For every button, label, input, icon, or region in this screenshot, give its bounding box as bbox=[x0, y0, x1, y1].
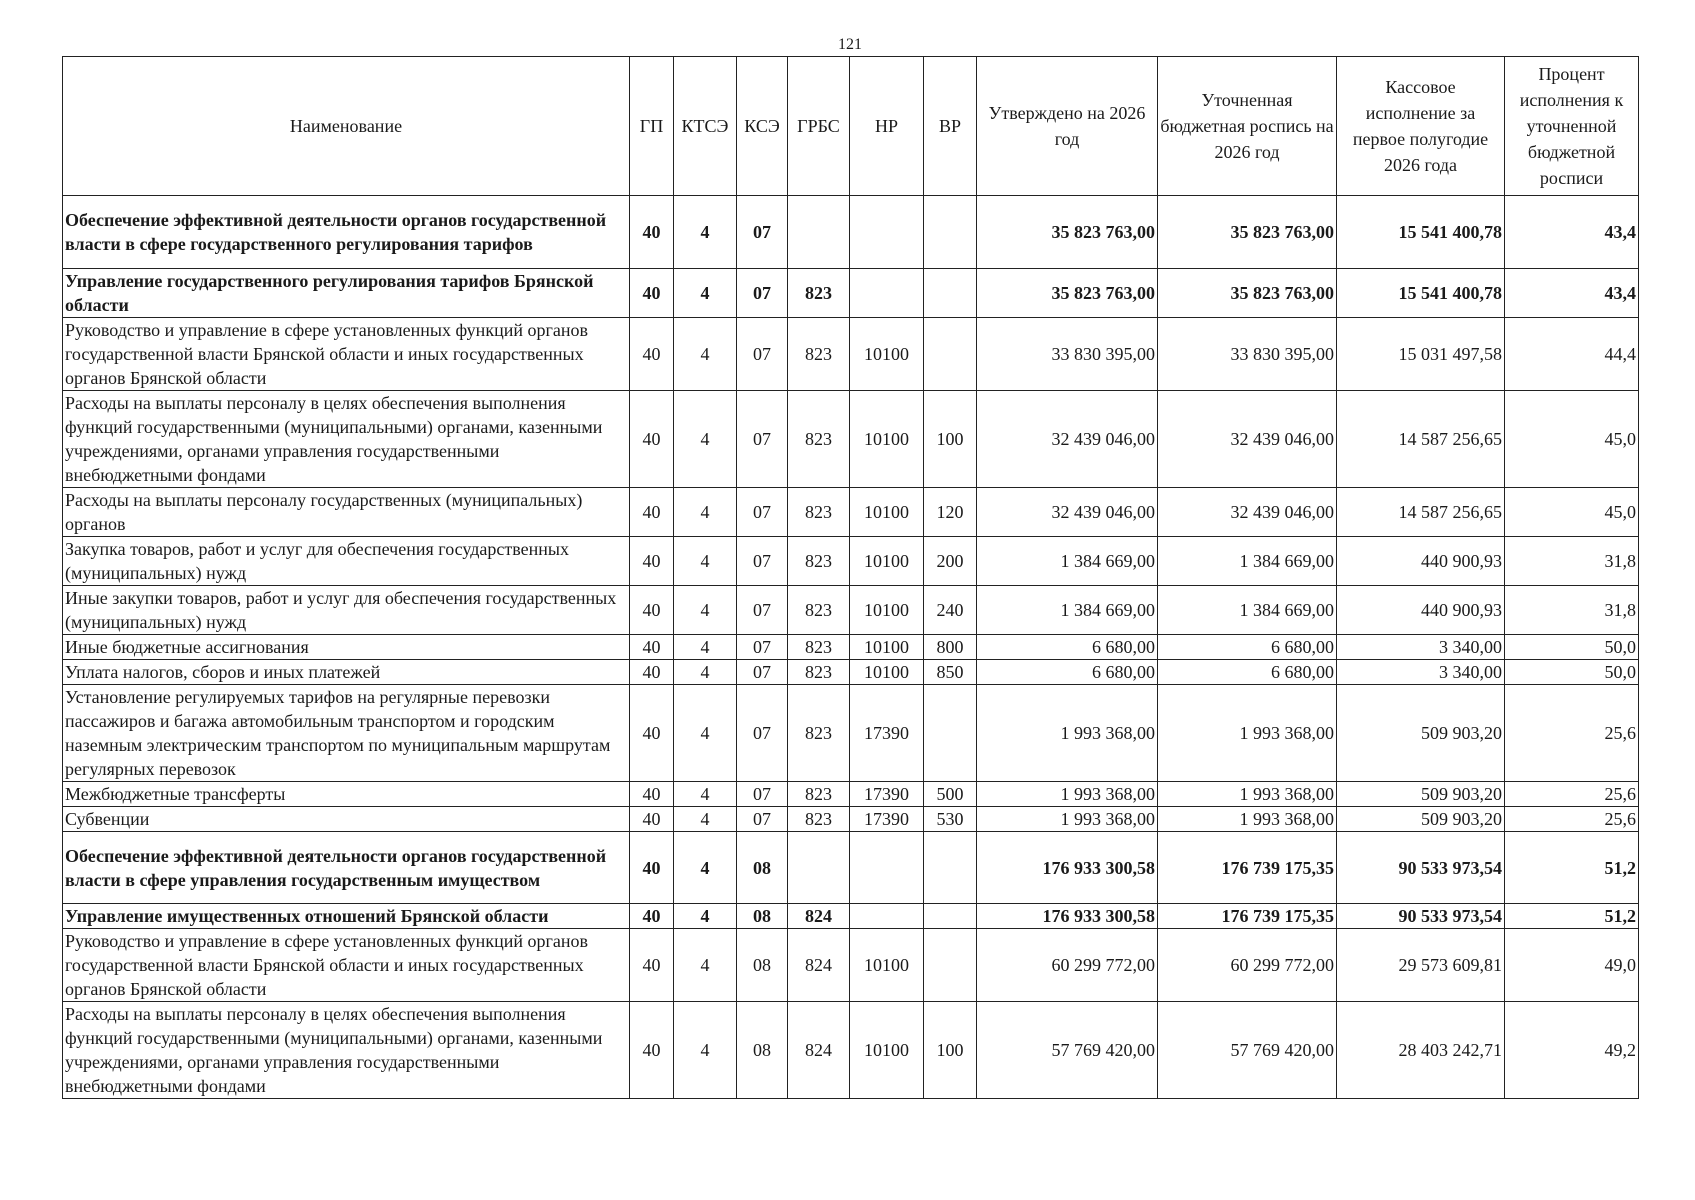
cell-approved: 6 680,00 bbox=[977, 660, 1158, 685]
row-name: Установление регулируемых тарифов на регулярные перевозки пассажиров и багажа автомобильным транспортом и городским наземным электрическим транспортом по муниципальным маршрутам регулярных перевозок bbox=[63, 685, 630, 782]
cell-grbs bbox=[788, 832, 850, 904]
cell-nr: 10100 bbox=[850, 586, 924, 635]
cell-approved: 32 439 046,00 bbox=[977, 488, 1158, 537]
cell-vr: 120 bbox=[924, 488, 977, 537]
table-row bbox=[63, 391, 1639, 488]
cell-ktse: 4 bbox=[674, 391, 737, 488]
cell-refined: 1 993 368,00 bbox=[1158, 807, 1337, 832]
cell-approved: 35 823 763,00 bbox=[977, 196, 1158, 269]
cell-gp: 40 bbox=[630, 196, 674, 269]
cell-vr: 200 bbox=[924, 537, 977, 586]
row-name: Расходы на выплаты персоналу в целях обеспечения выполнения функций государственными (муниципальными) органами, казенными учреждениями, органами управления государственными внебюджетными фондами bbox=[63, 391, 630, 488]
cell-grbs: 823 bbox=[788, 586, 850, 635]
cell-kse: 08 bbox=[737, 832, 788, 904]
cell-kse: 07 bbox=[737, 685, 788, 782]
cell-ktse: 4 bbox=[674, 318, 737, 391]
cell-gp: 40 bbox=[630, 832, 674, 904]
cell-vr bbox=[924, 929, 977, 1002]
cell-nr: 10100 bbox=[850, 488, 924, 537]
cell-grbs: 823 bbox=[788, 269, 850, 318]
cell-approved: 33 830 395,00 bbox=[977, 318, 1158, 391]
table-row bbox=[63, 1002, 1639, 1099]
cell-refined: 60 299 772,00 bbox=[1158, 929, 1337, 1002]
cell-cash: 3 340,00 bbox=[1337, 635, 1505, 660]
row-name: Субвенции bbox=[63, 807, 630, 832]
cell-approved: 1 993 368,00 bbox=[977, 807, 1158, 832]
table-row bbox=[63, 807, 1639, 832]
cell-percent: 31,8 bbox=[1505, 586, 1639, 635]
cell-gp: 40 bbox=[630, 660, 674, 685]
cell-approved: 176 933 300,58 bbox=[977, 904, 1158, 929]
cell-percent: 44,4 bbox=[1505, 318, 1639, 391]
header-vr: ВР bbox=[924, 57, 977, 196]
row-name: Руководство и управление в сфере установленных функций органов государственной власти Брянской области и иных государственных органов Брянской области bbox=[63, 318, 630, 391]
cell-approved: 32 439 046,00 bbox=[977, 391, 1158, 488]
cell-kse: 07 bbox=[737, 318, 788, 391]
cell-refined: 1 993 368,00 bbox=[1158, 685, 1337, 782]
cell-ktse: 4 bbox=[674, 635, 737, 660]
cell-grbs: 823 bbox=[788, 537, 850, 586]
cell-gp: 40 bbox=[630, 488, 674, 537]
cell-grbs: 823 bbox=[788, 318, 850, 391]
cell-percent: 25,6 bbox=[1505, 685, 1639, 782]
header-name: Наименование bbox=[63, 57, 630, 196]
cell-grbs: 823 bbox=[788, 635, 850, 660]
cell-kse: 08 bbox=[737, 1002, 788, 1099]
cell-vr bbox=[924, 196, 977, 269]
cell-ktse: 4 bbox=[674, 660, 737, 685]
cell-gp: 40 bbox=[630, 904, 674, 929]
header-nr: НР bbox=[850, 57, 924, 196]
cell-gp: 40 bbox=[630, 269, 674, 318]
cell-gp: 40 bbox=[630, 929, 674, 1002]
cell-ktse: 4 bbox=[674, 196, 737, 269]
cell-kse: 08 bbox=[737, 929, 788, 1002]
cell-approved: 1 993 368,00 bbox=[977, 685, 1158, 782]
cell-nr: 10100 bbox=[850, 635, 924, 660]
cell-cash: 14 587 256,65 bbox=[1337, 391, 1505, 488]
row-name: Руководство и управление в сфере установленных функций органов государственной власти Брянской области и иных государственных органов Брянской области bbox=[63, 929, 630, 1002]
cell-gp: 40 bbox=[630, 782, 674, 807]
cell-gp: 40 bbox=[630, 635, 674, 660]
cell-nr: 17390 bbox=[850, 782, 924, 807]
cell-vr: 100 bbox=[924, 391, 977, 488]
cell-percent: 49,2 bbox=[1505, 1002, 1639, 1099]
cell-percent: 50,0 bbox=[1505, 660, 1639, 685]
table-row bbox=[63, 537, 1639, 586]
cell-kse: 07 bbox=[737, 586, 788, 635]
cell-refined: 176 739 175,35 bbox=[1158, 832, 1337, 904]
cell-cash: 509 903,20 bbox=[1337, 782, 1505, 807]
cell-gp: 40 bbox=[630, 586, 674, 635]
cell-percent: 45,0 bbox=[1505, 488, 1639, 537]
cell-grbs bbox=[788, 196, 850, 269]
cell-cash: 440 900,93 bbox=[1337, 586, 1505, 635]
cell-grbs: 823 bbox=[788, 488, 850, 537]
cell-ktse: 4 bbox=[674, 904, 737, 929]
cell-approved: 1 993 368,00 bbox=[977, 782, 1158, 807]
cell-ktse: 4 bbox=[674, 782, 737, 807]
cell-grbs: 823 bbox=[788, 685, 850, 782]
table-row bbox=[63, 318, 1639, 391]
cell-vr: 850 bbox=[924, 660, 977, 685]
cell-vr bbox=[924, 904, 977, 929]
cell-kse: 07 bbox=[737, 807, 788, 832]
cell-percent: 45,0 bbox=[1505, 391, 1639, 488]
cell-cash: 15 541 400,78 bbox=[1337, 269, 1505, 318]
cell-cash: 28 403 242,71 bbox=[1337, 1002, 1505, 1099]
cell-approved: 60 299 772,00 bbox=[977, 929, 1158, 1002]
cell-vr: 500 bbox=[924, 782, 977, 807]
budget-execution-table bbox=[62, 56, 1639, 1099]
cell-nr: 17390 bbox=[850, 685, 924, 782]
cell-nr: 10100 bbox=[850, 660, 924, 685]
cell-cash: 29 573 609,81 bbox=[1337, 929, 1505, 1002]
table-row bbox=[63, 782, 1639, 807]
cell-refined: 6 680,00 bbox=[1158, 660, 1337, 685]
cell-gp: 40 bbox=[630, 537, 674, 586]
cell-nr: 10100 bbox=[850, 929, 924, 1002]
cell-kse: 07 bbox=[737, 635, 788, 660]
cell-cash: 90 533 973,54 bbox=[1337, 904, 1505, 929]
header-percent: Процент исполнения к уточненной бюджетной росписи bbox=[1505, 57, 1639, 196]
cell-percent: 51,2 bbox=[1505, 904, 1639, 929]
cell-refined: 32 439 046,00 bbox=[1158, 488, 1337, 537]
cell-approved: 35 823 763,00 bbox=[977, 269, 1158, 318]
cell-kse: 07 bbox=[737, 391, 788, 488]
cell-approved: 1 384 669,00 bbox=[977, 586, 1158, 635]
cell-vr bbox=[924, 269, 977, 318]
table-row bbox=[63, 269, 1639, 318]
header-gp: ГП bbox=[630, 57, 674, 196]
cell-ktse: 4 bbox=[674, 586, 737, 635]
cell-ktse: 4 bbox=[674, 685, 737, 782]
row-name: Управление имущественных отношений Брянской области bbox=[63, 904, 630, 929]
cell-ktse: 4 bbox=[674, 832, 737, 904]
cell-ktse: 4 bbox=[674, 929, 737, 1002]
row-name: Межбюджетные трансферты bbox=[63, 782, 630, 807]
cell-grbs: 824 bbox=[788, 929, 850, 1002]
cell-grbs: 823 bbox=[788, 807, 850, 832]
cell-cash: 14 587 256,65 bbox=[1337, 488, 1505, 537]
cell-vr: 800 bbox=[924, 635, 977, 660]
cell-refined: 1 384 669,00 bbox=[1158, 537, 1337, 586]
cell-kse: 07 bbox=[737, 660, 788, 685]
cell-approved: 176 933 300,58 bbox=[977, 832, 1158, 904]
cell-kse: 07 bbox=[737, 196, 788, 269]
row-name: Уплата налогов, сборов и иных платежей bbox=[63, 660, 630, 685]
cell-nr: 17390 bbox=[850, 807, 924, 832]
cell-gp: 40 bbox=[630, 807, 674, 832]
table-row bbox=[63, 488, 1639, 537]
cell-cash: 15 541 400,78 bbox=[1337, 196, 1505, 269]
header-kse: КСЭ bbox=[737, 57, 788, 196]
cell-percent: 25,6 bbox=[1505, 782, 1639, 807]
row-name: Иные закупки товаров, работ и услуг для обеспечения государственных (муниципальных) нужд bbox=[63, 586, 630, 635]
cell-percent: 31,8 bbox=[1505, 537, 1639, 586]
cell-refined: 57 769 420,00 bbox=[1158, 1002, 1337, 1099]
cell-nr bbox=[850, 196, 924, 269]
cell-grbs: 823 bbox=[788, 391, 850, 488]
cell-kse: 07 bbox=[737, 488, 788, 537]
cell-nr bbox=[850, 904, 924, 929]
cell-ktse: 4 bbox=[674, 537, 737, 586]
cell-approved: 6 680,00 bbox=[977, 635, 1158, 660]
cell-vr: 530 bbox=[924, 807, 977, 832]
header-grbs: ГРБС bbox=[788, 57, 850, 196]
cell-grbs: 824 bbox=[788, 1002, 850, 1099]
cell-approved: 57 769 420,00 bbox=[977, 1002, 1158, 1099]
table-row bbox=[63, 832, 1639, 904]
cell-cash: 440 900,93 bbox=[1337, 537, 1505, 586]
cell-refined: 176 739 175,35 bbox=[1158, 904, 1337, 929]
header-approved: Утверждено на 2026 год bbox=[977, 57, 1158, 196]
cell-vr: 240 bbox=[924, 586, 977, 635]
cell-percent: 49,0 bbox=[1505, 929, 1639, 1002]
row-name: Обеспечение эффективной деятельности органов государственной власти в сфере государственного регулирования тарифов bbox=[63, 196, 630, 269]
cell-kse: 08 bbox=[737, 904, 788, 929]
table-row bbox=[63, 196, 1639, 269]
cell-ktse: 4 bbox=[674, 488, 737, 537]
table-header-row bbox=[63, 57, 1639, 196]
row-name: Закупка товаров, работ и услуг для обеспечения государственных (муниципальных) нужд bbox=[63, 537, 630, 586]
cell-cash: 90 533 973,54 bbox=[1337, 832, 1505, 904]
cell-refined: 35 823 763,00 bbox=[1158, 196, 1337, 269]
cell-refined: 35 823 763,00 bbox=[1158, 269, 1337, 318]
row-name: Иные бюджетные ассигнования bbox=[63, 635, 630, 660]
cell-cash: 15 031 497,58 bbox=[1337, 318, 1505, 391]
table-row bbox=[63, 586, 1639, 635]
cell-refined: 1 993 368,00 bbox=[1158, 782, 1337, 807]
cell-grbs: 823 bbox=[788, 660, 850, 685]
cell-vr bbox=[924, 685, 977, 782]
cell-nr bbox=[850, 269, 924, 318]
table-row bbox=[63, 635, 1639, 660]
cell-kse: 07 bbox=[737, 537, 788, 586]
row-name: Расходы на выплаты персоналу государственных (муниципальных) органов bbox=[63, 488, 630, 537]
cell-percent: 25,6 bbox=[1505, 807, 1639, 832]
cell-grbs: 823 bbox=[788, 782, 850, 807]
cell-percent: 50,0 bbox=[1505, 635, 1639, 660]
cell-kse: 07 bbox=[737, 269, 788, 318]
cell-nr: 10100 bbox=[850, 318, 924, 391]
header-refined: Уточненная бюджетная роспись на 2026 год bbox=[1158, 57, 1337, 196]
row-name: Расходы на выплаты персоналу в целях обеспечения выполнения функций государственными (муниципальными) органами, казенными учреждениями, органами управления государственными внебюджетными фондами bbox=[63, 1002, 630, 1099]
cell-kse: 07 bbox=[737, 782, 788, 807]
cell-nr: 10100 bbox=[850, 391, 924, 488]
cell-refined: 1 384 669,00 bbox=[1158, 586, 1337, 635]
cell-percent: 51,2 bbox=[1505, 832, 1639, 904]
cell-refined: 32 439 046,00 bbox=[1158, 391, 1337, 488]
cell-nr: 10100 bbox=[850, 1002, 924, 1099]
header-ktse: КТСЭ bbox=[674, 57, 737, 196]
cell-refined: 6 680,00 bbox=[1158, 635, 1337, 660]
table-row bbox=[63, 929, 1639, 1002]
cell-nr bbox=[850, 832, 924, 904]
cell-gp: 40 bbox=[630, 1002, 674, 1099]
cell-vr: 100 bbox=[924, 1002, 977, 1099]
cell-refined: 33 830 395,00 bbox=[1158, 318, 1337, 391]
header-cash: Кассовое исполнение за первое полугодие 2026 года bbox=[1337, 57, 1505, 196]
table-row bbox=[63, 685, 1639, 782]
table-row bbox=[63, 904, 1639, 929]
table-row bbox=[63, 660, 1639, 685]
cell-ktse: 4 bbox=[674, 1002, 737, 1099]
cell-approved: 1 384 669,00 bbox=[977, 537, 1158, 586]
cell-vr bbox=[924, 318, 977, 391]
cell-percent: 43,4 bbox=[1505, 269, 1639, 318]
cell-cash: 509 903,20 bbox=[1337, 685, 1505, 782]
cell-gp: 40 bbox=[630, 318, 674, 391]
cell-ktse: 4 bbox=[674, 807, 737, 832]
row-name: Управление государственного регулирования тарифов Брянской области bbox=[63, 269, 630, 318]
page-number: 121 bbox=[838, 36, 862, 53]
cell-gp: 40 bbox=[630, 391, 674, 488]
row-name: Обеспечение эффективной деятельности органов государственной власти в сфере управления государственным имуществом bbox=[63, 832, 630, 904]
cell-vr bbox=[924, 832, 977, 904]
cell-percent: 43,4 bbox=[1505, 196, 1639, 269]
cell-nr: 10100 bbox=[850, 537, 924, 586]
cell-grbs: 824 bbox=[788, 904, 850, 929]
cell-ktse: 4 bbox=[674, 269, 737, 318]
cell-cash: 509 903,20 bbox=[1337, 807, 1505, 832]
cell-cash: 3 340,00 bbox=[1337, 660, 1505, 685]
cell-gp: 40 bbox=[630, 685, 674, 782]
